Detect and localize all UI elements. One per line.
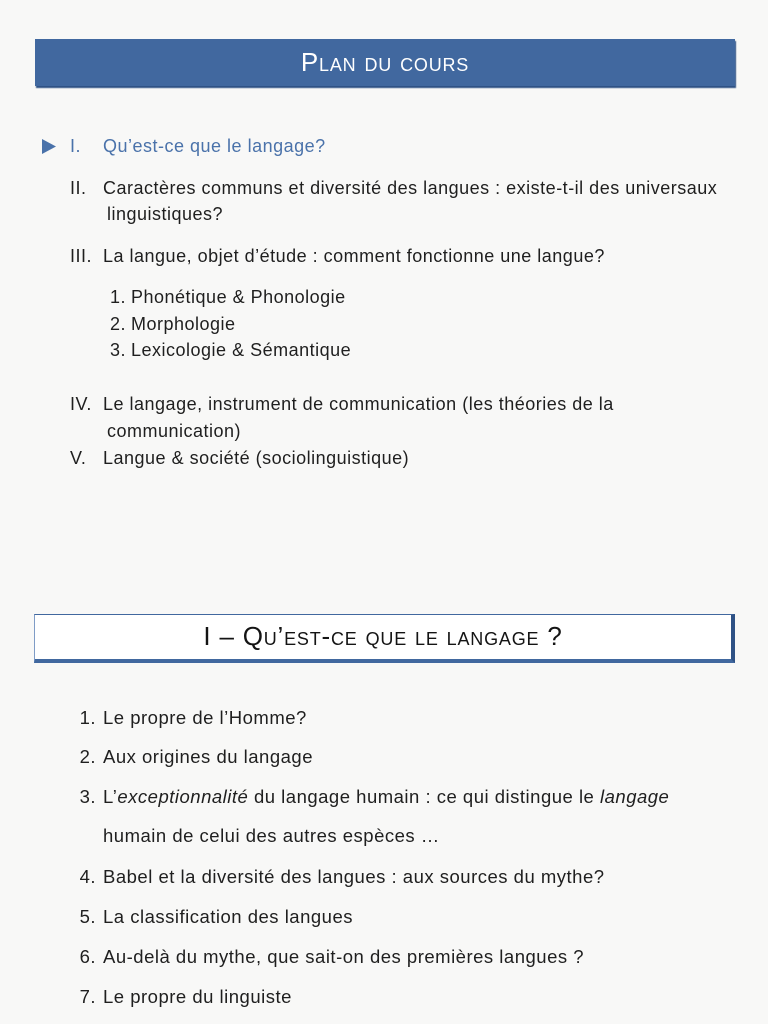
plan-item-text: Langue & société (sociolinguistique) xyxy=(103,448,410,468)
topic-item-text: Le propre du linguiste xyxy=(103,986,292,1007)
topic-item-number: 6. xyxy=(79,946,96,967)
plan-item-number: IV. xyxy=(70,394,92,414)
plan-subitem-label: Morphologie xyxy=(131,314,236,334)
plan-item-text: Qu’est-ce que le langage? xyxy=(103,136,326,156)
plan-item-text: Caractères communs et diversité des langues : existe-t-il des universaux xyxy=(103,178,718,198)
plan-item-5 xyxy=(0,447,768,469)
plan-subitem-number: 1. xyxy=(110,287,127,307)
topic-item-text: La classification des langues xyxy=(103,906,354,927)
plan-item-2-continuation xyxy=(0,203,768,225)
topic-item-number: 4. xyxy=(79,866,96,887)
plan-item-text: Le langage, instrument de communication (les théories de la xyxy=(103,394,614,414)
plan-item-text: La langue, objet d’étude : comment fonctionne une langue? xyxy=(103,246,605,266)
topic-item-text-part: L’ xyxy=(103,786,118,807)
plan-subitem-label: Phonétique & Phonologie xyxy=(131,287,346,307)
plan-item-number: III. xyxy=(70,246,93,266)
topic-item-3 xyxy=(0,786,768,808)
topic-item-1 xyxy=(0,707,768,729)
plan-item-number: II. xyxy=(70,178,87,198)
plan-item-text-continued: linguistiques? xyxy=(107,204,224,224)
plan-subitem-label: Lexicologie & Sémantique xyxy=(131,340,352,360)
plan-item-4 xyxy=(0,393,768,415)
plan-title: Plan du cours xyxy=(300,47,470,77)
plan-subitem-number: 2. xyxy=(110,314,127,334)
plan-item-3 xyxy=(0,245,768,267)
topic-item-text-continued: humain de celui des autres espèces … xyxy=(103,825,440,846)
topic-item-6 xyxy=(0,946,768,968)
topic-item-number: 3. xyxy=(79,786,96,807)
section-title-banner xyxy=(34,614,735,663)
topic-item-text: Aux origines du langage xyxy=(103,746,314,767)
topic-item-3-continuation xyxy=(0,825,768,847)
plan-subitem-1 xyxy=(0,286,768,308)
plan-item-number: V. xyxy=(70,448,87,468)
topic-item-number: 2. xyxy=(79,746,96,767)
plan-subitem-2 xyxy=(0,313,768,335)
topic-item-2 xyxy=(0,746,768,768)
topic-item-text-emphasis: exceptionnalité xyxy=(117,786,249,807)
topic-item-text: Le propre de l’Homme? xyxy=(103,707,307,728)
topic-item-text: Au-delà du mythe, que sait-on des premières langues ? xyxy=(103,946,585,967)
topic-item-5 xyxy=(0,906,768,928)
topic-item-number: 7. xyxy=(79,986,96,1007)
topic-item-text-part: du langage humain : ce qui distingue le xyxy=(248,786,600,807)
play-triangle-icon xyxy=(42,139,56,154)
plan-title-banner xyxy=(35,39,735,86)
plan-subitem-3 xyxy=(0,339,768,361)
topic-item-4 xyxy=(0,866,768,888)
plan-item-number: I. xyxy=(70,136,82,156)
plan-item-2 xyxy=(0,177,768,199)
topic-item-number: 1. xyxy=(79,707,96,728)
plan-item-text-continued: communication) xyxy=(107,421,242,441)
plan-item-4-continuation xyxy=(0,420,768,442)
section-title: I – Qu’est-ce que le langage ? xyxy=(203,621,563,651)
topic-item-text: Babel et la diversité des langues : aux sources du mythe? xyxy=(103,866,605,887)
topic-item-number: 5. xyxy=(79,906,96,927)
plan-subitem-number: 3. xyxy=(110,340,127,360)
topic-item-text-emphasis: langage xyxy=(600,786,670,807)
plan-item-1 xyxy=(0,135,768,157)
topic-item-text xyxy=(103,786,669,808)
topic-item-7 xyxy=(0,986,768,1008)
